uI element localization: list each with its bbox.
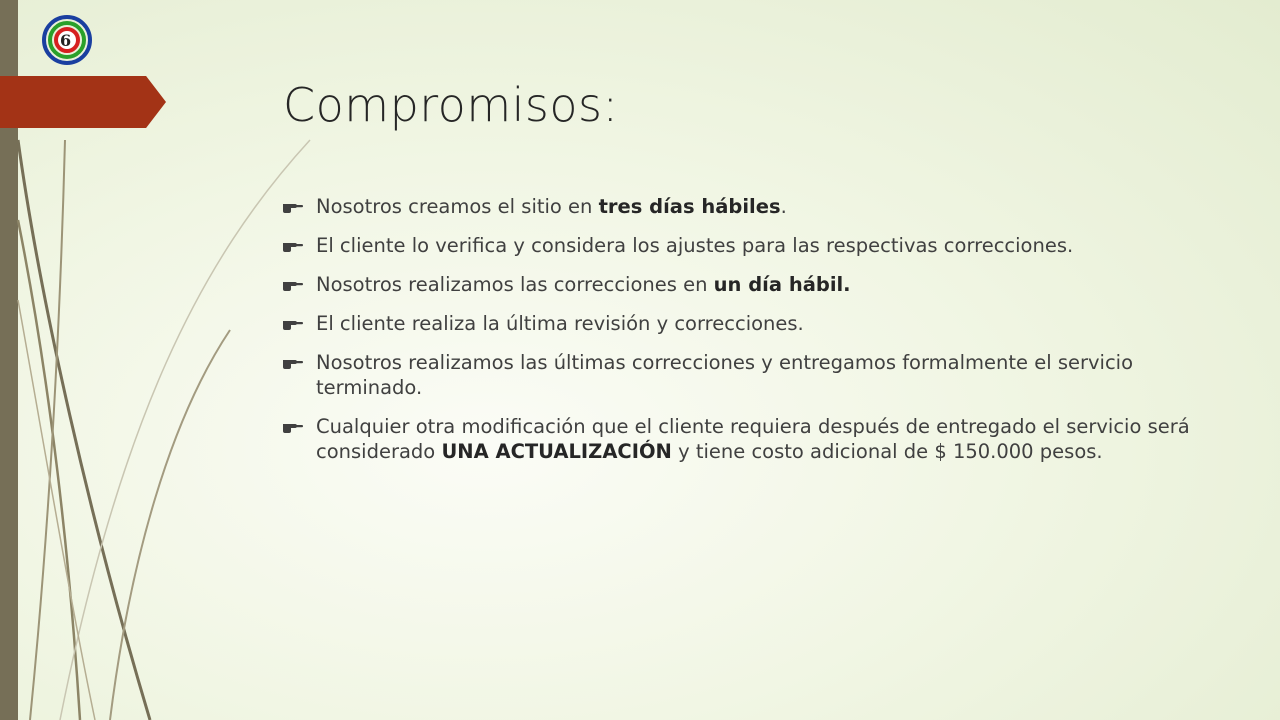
- list-item: [282, 350, 1202, 400]
- bullet-list: [282, 194, 1202, 478]
- svg-text:6: 6: [60, 31, 72, 50]
- bullet-text: Nosotros realizamos las últimas correcciones y entregamos formalmente el servicio terminado.: [316, 351, 1134, 399]
- bullet-bold-text: tres días hábiles: [598, 195, 781, 218]
- hand-pointer-icon: [282, 276, 304, 292]
- hand-pointer-icon: [282, 237, 304, 253]
- hand-pointer-icon: [282, 198, 304, 214]
- bullet-text: Cualquier otra modificación que el cliente requiera después de entregado el servicio será considerado: [316, 415, 1190, 463]
- hand-pointer-icon: [282, 315, 304, 331]
- bullet-text-after: .: [780, 195, 787, 218]
- list-item: [282, 311, 1202, 336]
- company-logo: [38, 14, 96, 66]
- bullet-text: El cliente realiza la última revisión y correcciones.: [316, 312, 804, 335]
- bullet-text-after: y tiene costo adicional de $ 150.000 pesos.: [671, 440, 1103, 463]
- slide-title: Compromisos:: [283, 78, 619, 132]
- bullet-text: Nosotros realizamos las correcciones en: [316, 273, 714, 296]
- bullet-bold-text: UNA ACTUALIZACIÓN: [441, 440, 672, 463]
- title-accent-tab: [0, 76, 166, 128]
- hand-pointer-icon: [282, 354, 304, 370]
- list-item: [282, 194, 1202, 219]
- bullet-text: El cliente lo verifica y considera los ajustes para las respectivas correcciones.: [316, 234, 1074, 257]
- bullet-text: Nosotros creamos el sitio en: [316, 195, 599, 218]
- list-item: [282, 414, 1202, 464]
- bullet-bold-text: un día hábil.: [713, 273, 851, 296]
- hand-pointer-icon: [282, 418, 304, 434]
- list-item: [282, 233, 1202, 258]
- list-item: [282, 272, 1202, 297]
